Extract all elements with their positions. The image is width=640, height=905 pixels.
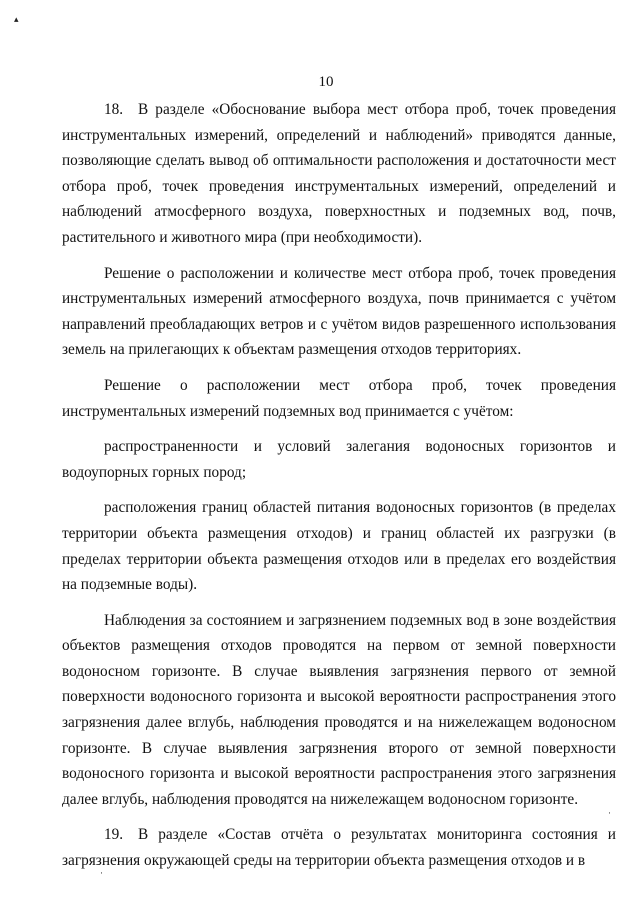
paragraph-text: распространенности и условий залегания водоносных горизонтов и водоупорных горных пород; (62, 438, 616, 481)
scan-mark: · (100, 868, 103, 878)
paragraph-number: 19. (104, 826, 124, 844)
paragraph-text: расположения границ областей питания водоносных горизонтов (в пределах территории объекта размещения отходов) и границ областей их разгрузки (в пределах территории объекта размещения отходов или в пределах его воздействия на подземные воды). (62, 499, 616, 594)
paragraph-air-soil-decision (62, 261, 616, 363)
paragraph-aquifer-distribution (62, 434, 616, 485)
paragraph-text: Решение о расположении мест отбора проб, точек проведения инструментальных измерений подземных вод принимается с учётом: (62, 376, 616, 420)
document-body (62, 97, 616, 874)
paragraph-aquifer-boundaries (62, 495, 616, 597)
page-number: 10 (318, 74, 334, 90)
paragraph-text: В разделе «Обоснование выбора мест отбора проб, точек проведения инструментальных измерений, определений и наблюдений» приводятся данные, позволяющие сделать вывод об оптимальности расположения и достаточности мест отбора проб, точек проведения инструментальных измерений, определений и наблюдений атмосферного воздуха, поверхностных и подземных вод, почв, растительного и животного мира (при необходимости). (62, 101, 616, 246)
paragraph-text: Решение о расположении и количестве мест отбора проб, точек проведения инструментальных измерений атмосферного воздуха, почв принимается с учётом направлений преобладающих ветров и с учётом видов разрешенного использования земель на прилегающих к объектам размещения отходов территориях. (62, 264, 616, 359)
paragraph-number: 18. (104, 101, 124, 118)
paragraph-19 (62, 822, 616, 873)
paragraph-groundwater-monitoring (62, 608, 616, 813)
paragraph-groundwater-decision (62, 373, 616, 424)
paragraph-text: Наблюдения за состоянием и загрязнением подземных вод в зоне воздействия объектов размещения отходов проводятся на первом от земной поверхности водоносном горизонте. В случае выявления загрязнения первого от земной поверхности водоносного горизонта и высокой вероятности распространения этого загрязнения далее вглубь, наблюдения проводятся и на нижележащем водоносном горизонте. В случае выявления загрязнения второго от земной поверхности водоносного горизонта и высокой вероятности распространения этого загрязнения далее вглубь, наблюдения проводятся на нижележащем водоносном горизонте. (62, 611, 616, 808)
paragraph-text: В разделе «Состав отчёта о результатах мониторинга состояния и загрязнения окружающей среды на территории объекта размещения отходов и в (62, 826, 616, 870)
paragraph-18 (62, 97, 616, 251)
scan-mark: · (608, 808, 611, 818)
scan-mark: ▴ (14, 14, 19, 24)
